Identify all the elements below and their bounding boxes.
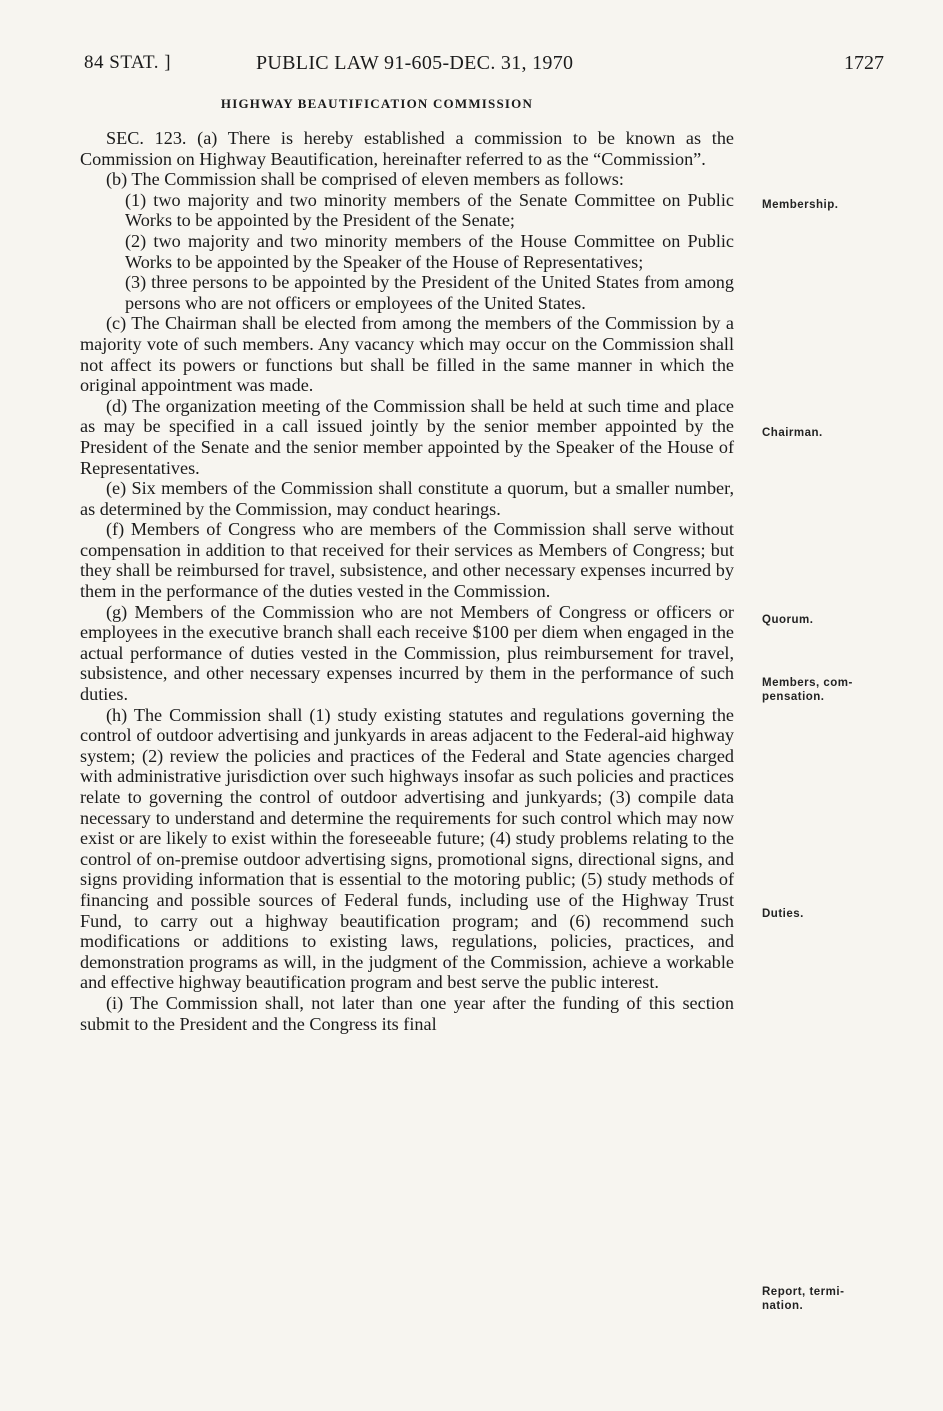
paragraph-e: (e) Six members of the Commission shall constitute a quorum, but a smaller number, as determined by the Commission, may conduct hearings. xyxy=(80,478,734,519)
paragraph-a: SEC. 123. (a) There is hereby established a commission to be known as the Commission on Highway Beautification, hereinafter referred to as the “Commission”. xyxy=(80,128,734,169)
margin-note-chairman: Chairman. xyxy=(762,427,823,439)
paragraph-c: (c) The Chairman shall be elected from among the members of the Commission by a majority vote of such members. Any vacancy which may occur on the Commission shall not affect its powers or functions but shall be filled in the same manner in which the original appointment was made. xyxy=(80,313,734,396)
paragraph-f: (f) Members of Congress who are members of the Commission shall serve without compensation in addition to that received for their services as Members of Congress; but they shall be reimbursed for travel, subsistence, and other necessary expenses incurred by them in the performance of the duties vested in the Commission. xyxy=(80,519,734,602)
page-header xyxy=(84,52,884,84)
statute-reference: 84 STAT. ] xyxy=(84,52,172,73)
paragraph-g: (g) Members of the Commission who are not Members of Congress or officers or employees in the executive branch shall each receive $100 per diem when engaged in the actual performance of duties vested in the Commission, plus reimbursement for travel, subsistence, and other necessary expenses incurred by them in the performance of such duties. xyxy=(80,601,734,705)
paragraph-d: (d) The organization meeting of the Commission shall be held at such time and place as may be specified in a call issued jointly by the senior member appointed by the President of the Senate and the senior member appointed by the Speaker of the House of Representatives. xyxy=(80,395,734,478)
public-law-title: PUBLIC LAW 91-605-DEC. 31, 1970 xyxy=(256,52,574,74)
paragraph-b: (b) The Commission shall be comprised of eleven members as follows: xyxy=(106,169,624,190)
margin-note-report-line1: Report, termi- xyxy=(762,1286,845,1298)
paragraph-i: (i) The Commission shall, not later than one year after the funding of this section submit to the President and the Congress its final xyxy=(80,992,734,1034)
margin-note-report-termination xyxy=(762,1285,882,1313)
margin-note-membership: Membership. xyxy=(762,199,839,211)
paragraph-b3: (3) three persons to be appointed by the President of the United States from among persons who are not officers or employees of the United States. xyxy=(125,272,734,313)
margin-note-members-compensation-line1: Members, com- xyxy=(762,677,853,689)
margin-note-members-compensation-line2: pensation. xyxy=(762,691,825,703)
margin-note-report-line2: nation. xyxy=(762,1300,804,1312)
margin-note-members-compensation xyxy=(762,676,882,704)
page-number: 1727 xyxy=(844,52,884,74)
section-title: HIGHWAY BEAUTIFICATION COMMISSION xyxy=(220,96,534,111)
margin-note-quorum: Quorum. xyxy=(762,614,814,626)
margin-note-duties: Duties. xyxy=(762,908,804,920)
section-body xyxy=(80,128,734,1034)
paragraph-b1: (1) two majority and two minority members of the Senate Committee on Public Works to be appointed by the President of the Senate; xyxy=(125,189,734,231)
paragraph-b2: (2) two majority and two minority members of the House Committee on Public Works to be appointed by the Speaker of the House of Representatives; xyxy=(125,230,734,272)
paragraph-h: (h) The Commission shall (1) study existing statutes and regulations governing the control of outdoor advertising and junkyards in areas adjacent to the Federal-aid highway system; (2) review the policies and practices of the Federal and State agencies charged with administrative jurisdiction over such highways insofar as such policies and practices relate to governing the control of outdoor advertising and junkyards; (3) compile data necessary to understand and determine the requirements for such control which may now exist or are likely to exist within the foreseeable future; (4) study problems relating to the control of on-premise outdoor advertising signs, promotional signs, directional signs, and signs providing information that is essential to the motoring public; (5) study methods of financing and possible sources of Federal funds, including use of the Highway Trust Fund, to carry out a highway beautification program; and (6) recommend such modifications or additions to existing laws, regulations, policies, practices, and demonstration programs as will, in the judgment of the Commission, achieve a workable and effective highway beautification program and best serve the public interest. xyxy=(80,704,734,993)
